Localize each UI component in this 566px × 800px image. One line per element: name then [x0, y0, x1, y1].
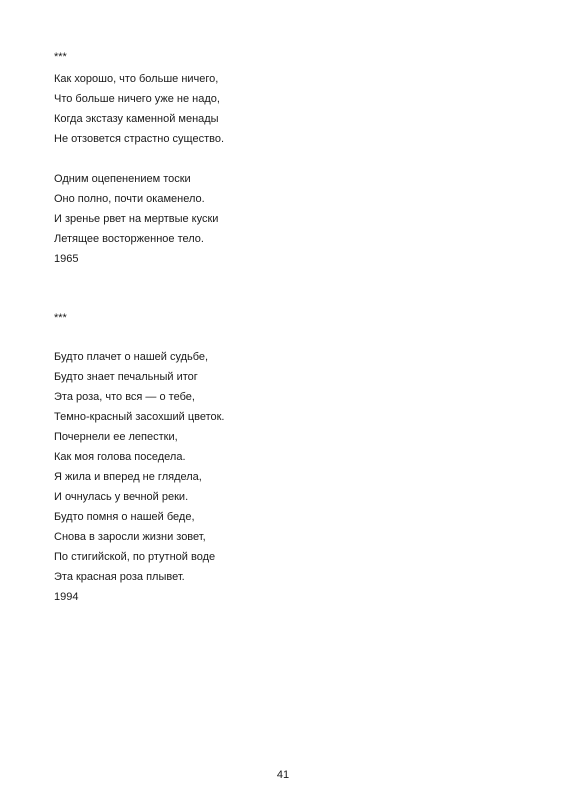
poem2-line: Будто знает печальный итог: [54, 371, 198, 383]
page-number: 41: [276, 769, 290, 781]
poem2-line: Я жила и вперед не глядела,: [54, 471, 202, 483]
poem1-line: Что больше ничего уже не надо,: [54, 93, 220, 105]
poem2-year: 1994: [54, 591, 79, 603]
poem1-line: Когда экстазу каменной менады: [54, 113, 219, 125]
poem2-line: И очнулась у вечной реки.: [54, 491, 189, 503]
poem2-line: Как моя голова поседела.: [54, 451, 186, 463]
poem1-line: Оно полно, почти окаменело.: [54, 193, 205, 205]
poem1-year: 1965: [54, 253, 79, 265]
poem2-line: Будто помня о нашей беде,: [54, 511, 195, 523]
poem1-line: Летящее восторженное тело.: [54, 233, 204, 245]
poem2-line: По стигийской, по ртутной воде: [54, 551, 216, 563]
poem2-line: Будто плачет о нашей судьбе,: [54, 351, 209, 363]
poem2-line: Эта роза, что вся — о тебе,: [54, 391, 195, 403]
poem2-line: Эта красная роза плывет.: [54, 571, 185, 583]
poem1-line: Как хорошо, что больше ничего,: [54, 73, 219, 85]
poem2-line: Снова в заросли жизни зовет,: [54, 531, 206, 543]
poem1-marker: ***: [54, 51, 67, 63]
poem1-line: Не отзовется страстно существо.: [54, 133, 225, 145]
poem1-line: И зренье рвет на мертвые куски: [54, 213, 219, 225]
poem2-marker: ***: [54, 312, 67, 324]
poem2-line: Почернели ее лепестки,: [54, 431, 178, 443]
poem1-line: Одним оцепенением тоски: [54, 173, 191, 185]
poem2-line: Темно-красный засохший цветок.: [54, 411, 225, 423]
